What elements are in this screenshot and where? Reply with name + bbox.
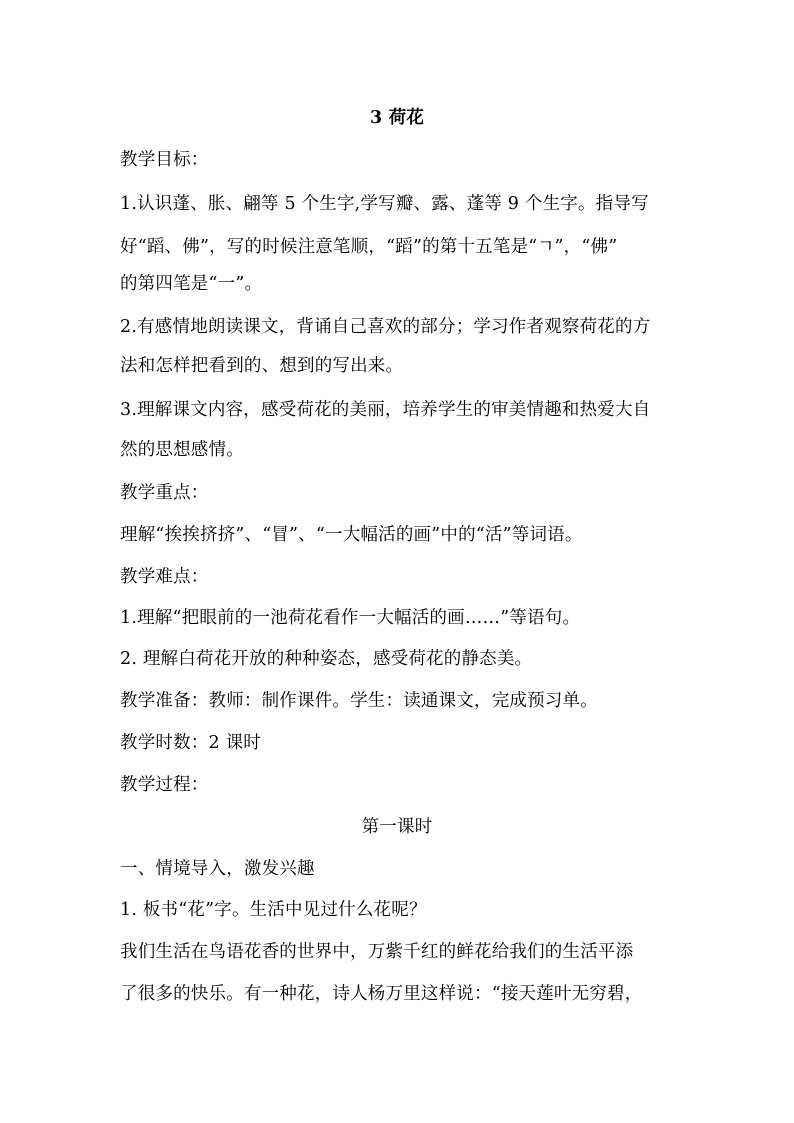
difficulty-2: 2. 理解白荷花开放的种种姿态，感受荷花的静态美。 xyxy=(120,649,533,669)
goal-3-line-2: 然的思想感情。 xyxy=(120,440,244,460)
difficulty-1: 1.理解“把眼前的一池荷花看作一大幅活的画……”等语句。 xyxy=(120,608,581,628)
document-title: 3 荷花 xyxy=(369,108,425,128)
teaching-hours: 教学时数：2 课时 xyxy=(120,733,261,753)
section-title-first-lesson: 第一课时 xyxy=(361,817,433,837)
goal-2-line-1: 2.有感情地朗读课文，背诵自己喜欢的部分；学习作者观察荷花的方 xyxy=(120,317,651,337)
goal-1-line-2: 好“蹈、佛”，写的时候注意笔顺，“蹈”的第十五笔是“ㄱ”，“佛” xyxy=(120,237,618,257)
teaching-preparation: 教学准备：教师：制作课件。学生：读通课文，完成预习单。 xyxy=(120,691,598,711)
goal-2-line-2: 法和怎样把看到的、想到的写出来。 xyxy=(120,356,404,376)
intro-paragraph-line-1: 我们生活在鸟语花香的世界中，万紫千红的鲜花给我们的生活平添 xyxy=(120,942,634,962)
heading-key-points: 教学重点： xyxy=(120,483,209,503)
heading-teaching-goals: 教学目标： xyxy=(120,150,209,170)
step-1-item-1: 1. 板书“花”字。生活中见过什么花呢？ xyxy=(120,900,427,920)
intro-paragraph-line-2: 了很多的快乐。有一种花，诗人杨万里这样说：“接天莲叶无穷碧， xyxy=(120,984,643,1004)
heading-teaching-process: 教学过程： xyxy=(120,775,209,795)
goal-3-line-1: 3.理解课文内容，感受荷花的美丽，培养学生的审美情趣和热爱大自 xyxy=(120,400,651,420)
key-points-text: 理解“挨挨挤挤”、“冒”、“一大幅活的画”中的“活”等词语。 xyxy=(120,525,583,545)
goal-1-line-3: 的第四笔是“一”。 xyxy=(120,274,263,294)
goal-1-line-1: 1.认识蓬、胀、翩等 5 个生字,学写瓣、露、蓬等 9 个生字。指导写 xyxy=(120,194,649,214)
heading-difficulties: 教学难点： xyxy=(120,567,209,587)
step-1-heading: 一、情境导入，激发兴趣 xyxy=(120,859,315,879)
